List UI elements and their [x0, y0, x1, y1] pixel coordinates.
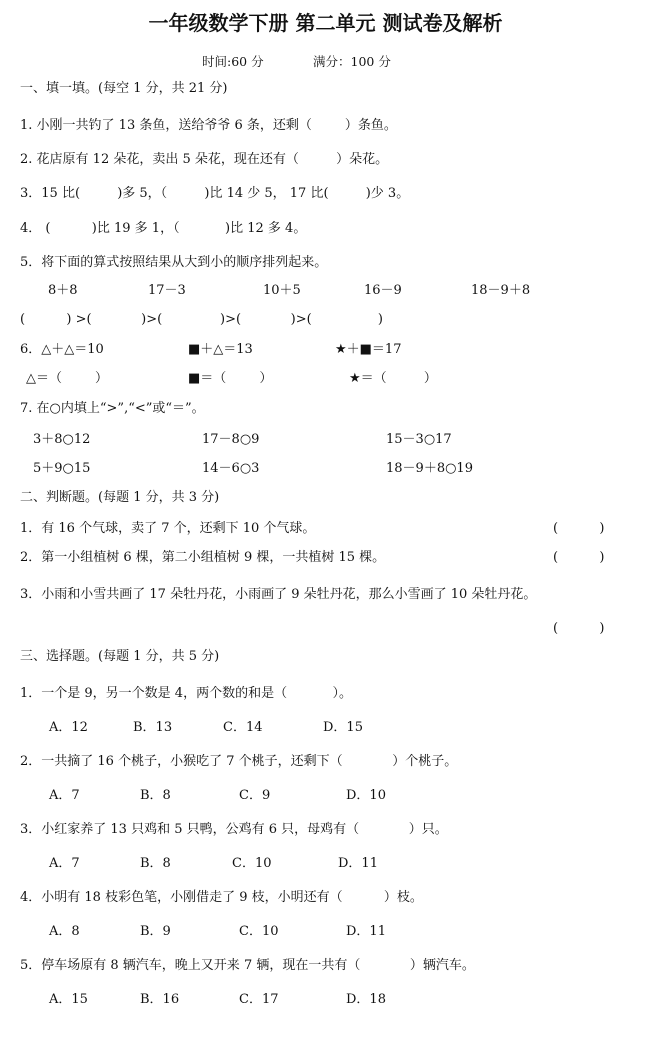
option-b: B．8: [140, 788, 171, 803]
judge-blank: ( ): [553, 550, 605, 565]
option-d: D．10: [346, 788, 386, 803]
question-3-5: 5．停车场原有 8 辆汽车，晚上又开来 7 辆，现在一共有（ ）辆汽车。: [20, 958, 475, 973]
question-3-1: 1．一个是 9，另一个数是 4，两个数的和是（ ）。: [20, 686, 353, 701]
option-a: A．8: [49, 924, 80, 939]
section-heading-choice: 三、选择题。(每题 1 分，共 5 分): [20, 649, 220, 664]
option-a: A．15: [49, 992, 88, 1007]
expr-item: 8＋8: [48, 283, 78, 298]
question-1-3: 3．15 比( )多 5，（ )比 14 少 5， 17 比( )少 3。: [20, 186, 410, 201]
option-b: B．8: [140, 856, 171, 871]
option-c: C．10: [232, 856, 272, 871]
question-1-2: 2. 花店原有 12 朵花，卖出 5 朵花，现在还有（ ）朵花。: [20, 152, 389, 167]
section-heading-fill: 一、填一填。(每空 1 分，共 21 分): [20, 81, 228, 96]
question-1-4: 4． ( )比 19 多 1，（ )比 12 多 4。: [20, 221, 307, 236]
option-c: C．17: [239, 992, 279, 1007]
order-blanks: ( ) >( )>( )>( )>( ): [20, 312, 383, 327]
question-2-1: 1．有 16 个气球，卖了 7 个，还剩下 10 个气球。: [20, 521, 316, 536]
question-1-5: 5．将下面的算式按照结果从大到小的顺序排列起来。: [20, 255, 328, 270]
option-a: A．12: [49, 720, 88, 735]
judge-blank: ( ): [553, 621, 605, 636]
question-2-2: 2．第一小组植树 6 棵，第二小组植树 9 棵，一共植树 15 棵。: [20, 550, 386, 565]
question-1-6: 6．△＋△＝10: [20, 342, 104, 357]
question-1-7: 7. 在○内填上“>”,“<”或“＝”。: [20, 401, 205, 416]
compare-item: 15－3○17: [386, 432, 452, 447]
equation-item: ★＋■＝17: [335, 342, 402, 357]
compare-item: 5＋9○15: [33, 461, 91, 476]
compare-item: 17－8○9: [202, 432, 260, 447]
equation-item: ■＋△＝13: [188, 342, 253, 357]
option-c: C．10: [239, 924, 279, 939]
question-3-4: 4．小明有 18 枝彩色笔，小刚借走了 9 枝，小明还有（ ）枝。: [20, 890, 423, 905]
expr-item: 16－9: [364, 283, 402, 298]
section-heading-judge: 二、判断题。(每题 1 分，共 3 分): [20, 490, 220, 505]
exam-time: 时间:60 分: [202, 54, 264, 69]
expr-item: 17－3: [148, 283, 186, 298]
expr-item: 18－9＋8: [471, 283, 531, 298]
option-a: A．7: [49, 856, 80, 871]
option-d: D．11: [338, 856, 378, 871]
answer-blank: △＝（ ）: [26, 371, 109, 386]
question-1-1: 1. 小刚一共钓了 13 条鱼，送给爷爷 6 条，还剩（ ）条鱼。: [20, 118, 397, 133]
page-title: 一年级数学下册 第二单元 测试卷及解析: [148, 11, 503, 35]
option-b: B．16: [140, 992, 180, 1007]
question-2-3: 3．小雨和小雪共画了 17 朵牡丹花，小雨画了 9 朵牡丹花，那么小雪画了 10 朵牡丹花。: [20, 587, 537, 602]
question-3-3: 3．小红家养了 13 只鸡和 5 只鸭，公鸡有 6 只，母鸡有（ ）只。: [20, 822, 448, 837]
compare-item: 14－6○3: [202, 461, 260, 476]
question-3-2: 2．一共摘了 16 个桃子，小猴吃了 7 个桃子，还剩下（ ）个桃子。: [20, 754, 458, 769]
judge-blank: ( ): [553, 521, 605, 536]
expr-item: 10＋5: [263, 283, 301, 298]
option-c: C．9: [239, 788, 271, 803]
option-d: D．15: [323, 720, 363, 735]
option-b: B．13: [133, 720, 173, 735]
option-c: C．14: [223, 720, 263, 735]
compare-item: 18－9＋8○19: [386, 461, 473, 476]
option-a: A．7: [49, 788, 80, 803]
option-d: D．11: [346, 924, 386, 939]
compare-item: 3＋8○12: [33, 432, 91, 447]
option-d: D．18: [346, 992, 386, 1007]
exam-score: 满分：100 分: [313, 54, 391, 69]
option-b: B．9: [140, 924, 171, 939]
answer-blank: ■＝（ ）: [188, 371, 273, 386]
answer-blank: ★＝（ ）: [349, 371, 437, 386]
